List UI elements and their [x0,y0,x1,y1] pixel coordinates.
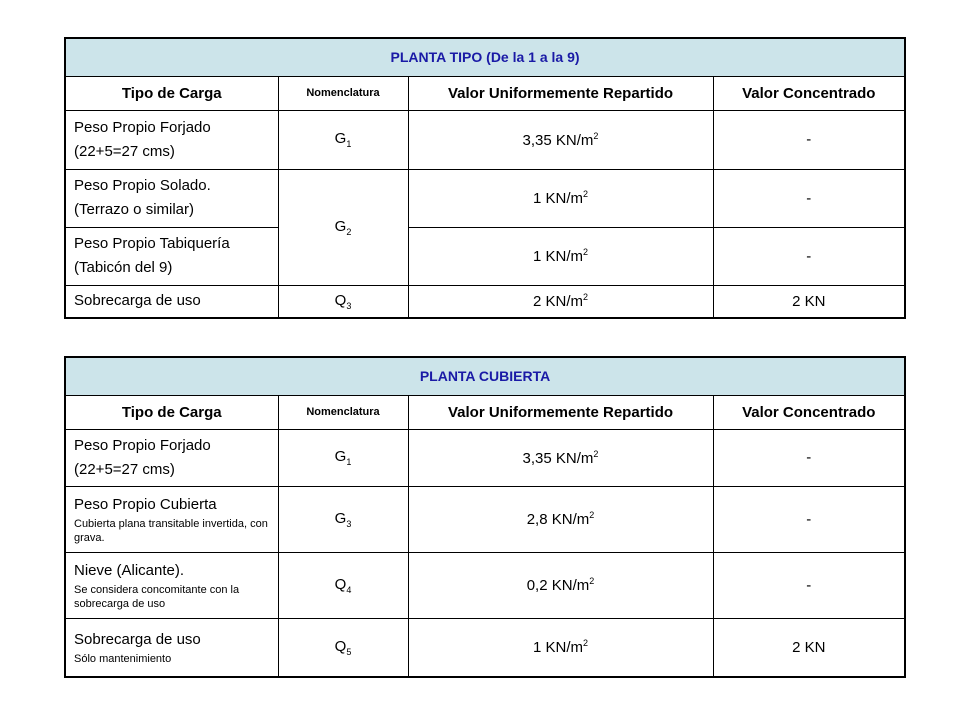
nomenclatura-cell: $G_3$ [278,486,408,552]
header-tipo-de-carga: Tipo de Carga [65,395,278,429]
row-note: Sólo mantenimiento [74,653,172,666]
valor-concentrado-cell: - [713,110,905,169]
tipo-de-carga-cell: Nieve (Alicante). Se considera concomitante con la sobrecarga de uso [65,552,278,618]
table-row [65,227,905,285]
table-row [65,486,905,552]
table-row [65,169,905,227]
row-note: Se considera concomitante con la sobrecarga de uso [74,584,240,610]
table-row [65,552,905,618]
valor-uniforme-cell: 1 $KN/m^2$ [408,227,713,285]
valor-uniforme-cell: 1 $KN/m^2$ [408,169,713,227]
header-valor-concentrado: Valor Concentrado [713,395,905,429]
nomenclatura-cell: $Q_5$ [278,618,408,677]
valor-uniforme-cell: 3,35 $KN/m^2$ [408,110,713,169]
header-valor-uniforme: Valor Uniformemente Repartido [408,76,713,110]
nomenclatura-cell: $G_1$ [278,110,408,169]
table-row [65,285,905,318]
valor-concentrado-cell: 2 KN [713,618,905,677]
table-row [65,110,905,169]
valor-uniforme-cell: 1 $KN/m^2$ [408,618,713,677]
valor-uniforme-cell: 2 $KN/m^2$ [408,285,713,318]
table-row [65,618,905,677]
tipo-de-carga-cell: Peso Propio Forjado (22+5=27 cms) [65,110,278,169]
valor-concentrado-cell: - [713,486,905,552]
valor-concentrado-cell: - [713,227,905,285]
tipo-de-carga-cell: Peso Propio Solado. (Terrazo o similar) [65,169,278,227]
planta-tipo-table [64,37,906,319]
table-title: PLANTA TIPO (De la 1 a la 9) [65,38,905,76]
nomenclatura-cell: $G_1$ [278,429,408,486]
nomenclatura-cell: $G_2$ [278,169,408,285]
row-note: Cubierta plana transitable invertida, con grava. [74,518,268,544]
valor-uniforme-cell: 2,8 $KN/m^2$ [408,486,713,552]
valor-concentrado-cell: - [713,429,905,486]
nomenclatura-cell: $Q_3$ [278,285,408,318]
header-nomenclatura: Nomenclatura [278,76,408,110]
tipo-de-carga-cell: Peso Propio Cubierta Cubierta plana transitable invertida, con grava. [65,486,278,552]
tipo-de-carga-cell: Peso Propio Tabiquería (Tabicón del 9) [65,227,278,285]
valor-concentrado-cell: - [713,552,905,618]
table-title: PLANTA CUBIERTA [65,357,905,395]
tipo-de-carga-cell: Sobrecarga de uso Sólo mantenimiento [65,618,278,677]
tipo-de-carga-cell: Peso Propio Forjado (22+5=27 cms) [65,429,278,486]
header-tipo-de-carga: Tipo de Carga [65,76,278,110]
valor-uniforme-cell: 0,2 $KN/m^2$ [408,552,713,618]
header-valor-uniforme: Valor Uniformemente Repartido [408,395,713,429]
valor-concentrado-cell: - [713,169,905,227]
table-row [65,429,905,486]
header-nomenclatura: Nomenclatura [278,395,408,429]
tipo-de-carga-cell: Sobrecarga de uso [65,285,278,318]
header-valor-concentrado: Valor Concentrado [713,76,905,110]
planta-cubierta-table [64,356,906,678]
valor-concentrado-cell: 2 KN [713,285,905,318]
nomenclatura-cell: $Q_4$ [278,552,408,618]
valor-uniforme-cell: 3,35 $KN/m^2$ [408,429,713,486]
